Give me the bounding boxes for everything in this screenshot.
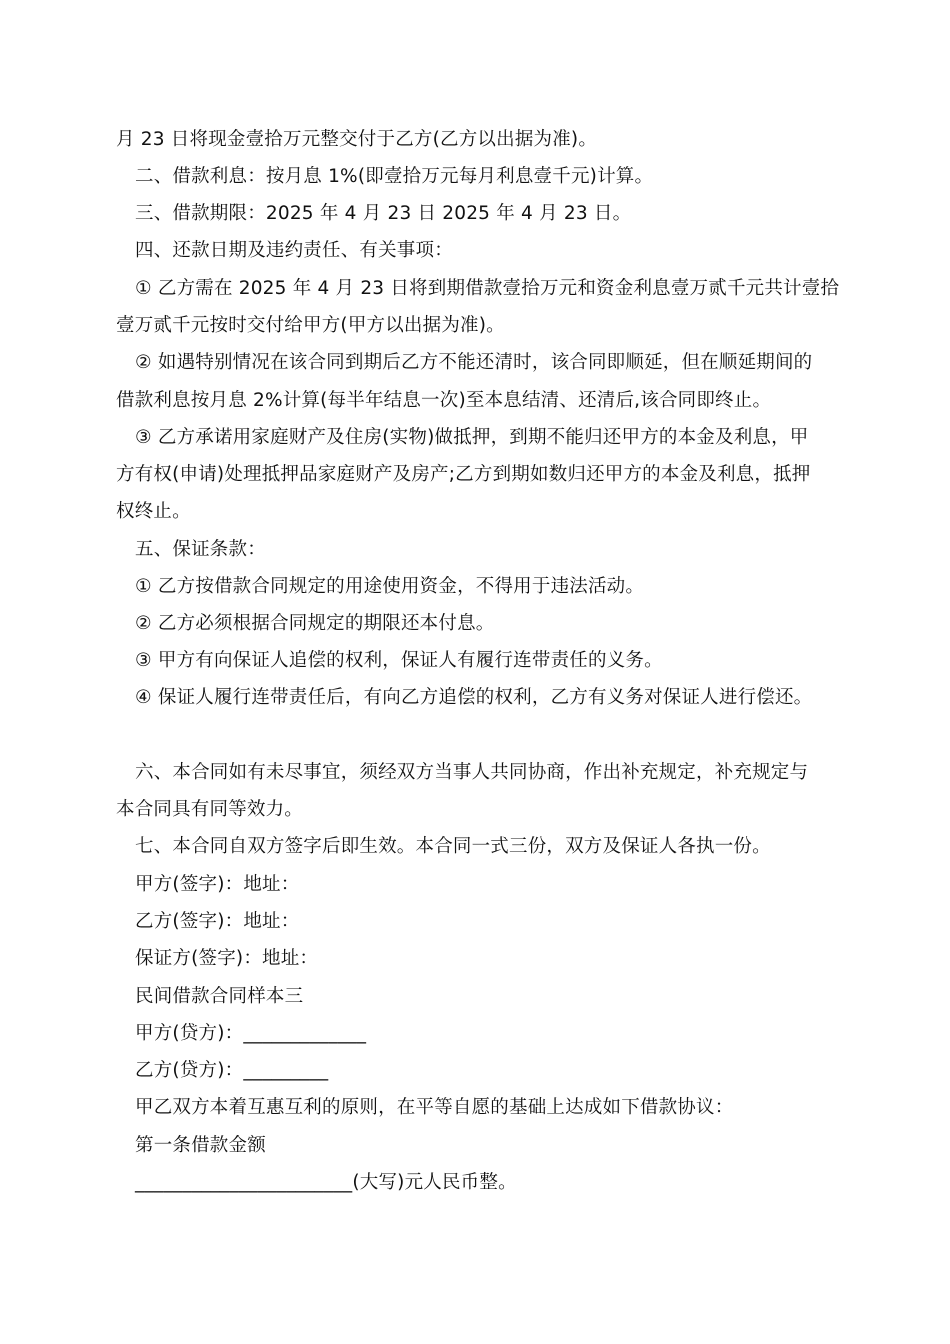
text-line: ① 乙方需在 2025 年 4 月 23 日将到期借款壹拾万元和资金利息壹万贰千元共计壹拾 — [135, 278, 840, 299]
text-line: 五、保证条款： — [135, 539, 266, 560]
text-line: 本合同具有同等效力。 — [116, 799, 304, 820]
text-line: ① 乙方按借款合同规定的用途使用资金，不得用于违法活动。 — [135, 576, 645, 597]
text-line: 权终止。 — [116, 501, 191, 522]
text-line: 三、借款期限：2025 年 4 月 23 日 2025 年 4 月 23 日。 — [135, 203, 632, 224]
article-heading: 第一条借款金额 — [135, 1135, 266, 1156]
text-line: 壹万贰千元按时交付给甲方(甲方以出据为准)。 — [116, 315, 505, 336]
text-line: 二、借款利息：按月息 1%(即壹拾万元每月利息壹千元)计算。 — [135, 166, 654, 187]
signature-line-guarantor: 保证方(签字)：地址： — [135, 948, 319, 969]
signature-line-party-a: 甲方(签字)：地址： — [135, 874, 300, 895]
text-line: ③ 乙方承诺用家庭财产及住房(实物)做抵押，到期不能归还甲方的本金及利息，甲 — [135, 427, 809, 448]
text-line: 六、本合同如有未尽事宜，须经双方当事人共同协商，作出补充规定，补充规定与 — [135, 762, 809, 783]
signature-line-party-b: 乙方(签字)：地址： — [135, 911, 300, 932]
text-line: ② 如遇特别情况在该合同到期后乙方不能还清时，该合同即顺延，但在顺延期间的 — [135, 352, 813, 373]
text-line: 方有权(申请)处理抵押品家庭财产及房产;乙方到期如数归还甲方的本金及利息，抵押 — [116, 464, 811, 485]
text-line: ② 乙方必须根据合同规定的期限还本付息。 — [135, 613, 495, 634]
text-line: ④ 保证人履行连带责任后，有向乙方追偿的权利，乙方有义务对保证人进行偿还。 — [135, 687, 813, 708]
section-title: 民间借款合同样本三 — [135, 986, 304, 1007]
text-line: ③ 甲方有向保证人追偿的权利，保证人有履行连带责任的义务。 — [135, 650, 663, 671]
party-a-field: 甲方(贷方)：_____________ — [135, 1023, 367, 1044]
text-line: 四、还款日期及违约责任、有关事项： — [135, 240, 453, 261]
text-line: 借款利息按月息 2%计算(每半年结息一次)至本息结清、还清后,该合同即终止。 — [116, 390, 772, 411]
text-line: 月 23 日将现金壹拾万元整交付于乙方(乙方以出据为准)。 — [116, 129, 598, 150]
party-b-field: 乙方(贷方)：_________ — [135, 1060, 329, 1081]
amount-field: _______________________(大写)元人民币整。 — [135, 1172, 517, 1193]
text-line: 甲乙双方本着互惠互利的原则，在平等自愿的基础上达成如下借款协议： — [135, 1097, 734, 1118]
text-line: 七、本合同自双方签字后即生效。本合同一式三份，双方及保证人各执一份。 — [135, 836, 771, 857]
